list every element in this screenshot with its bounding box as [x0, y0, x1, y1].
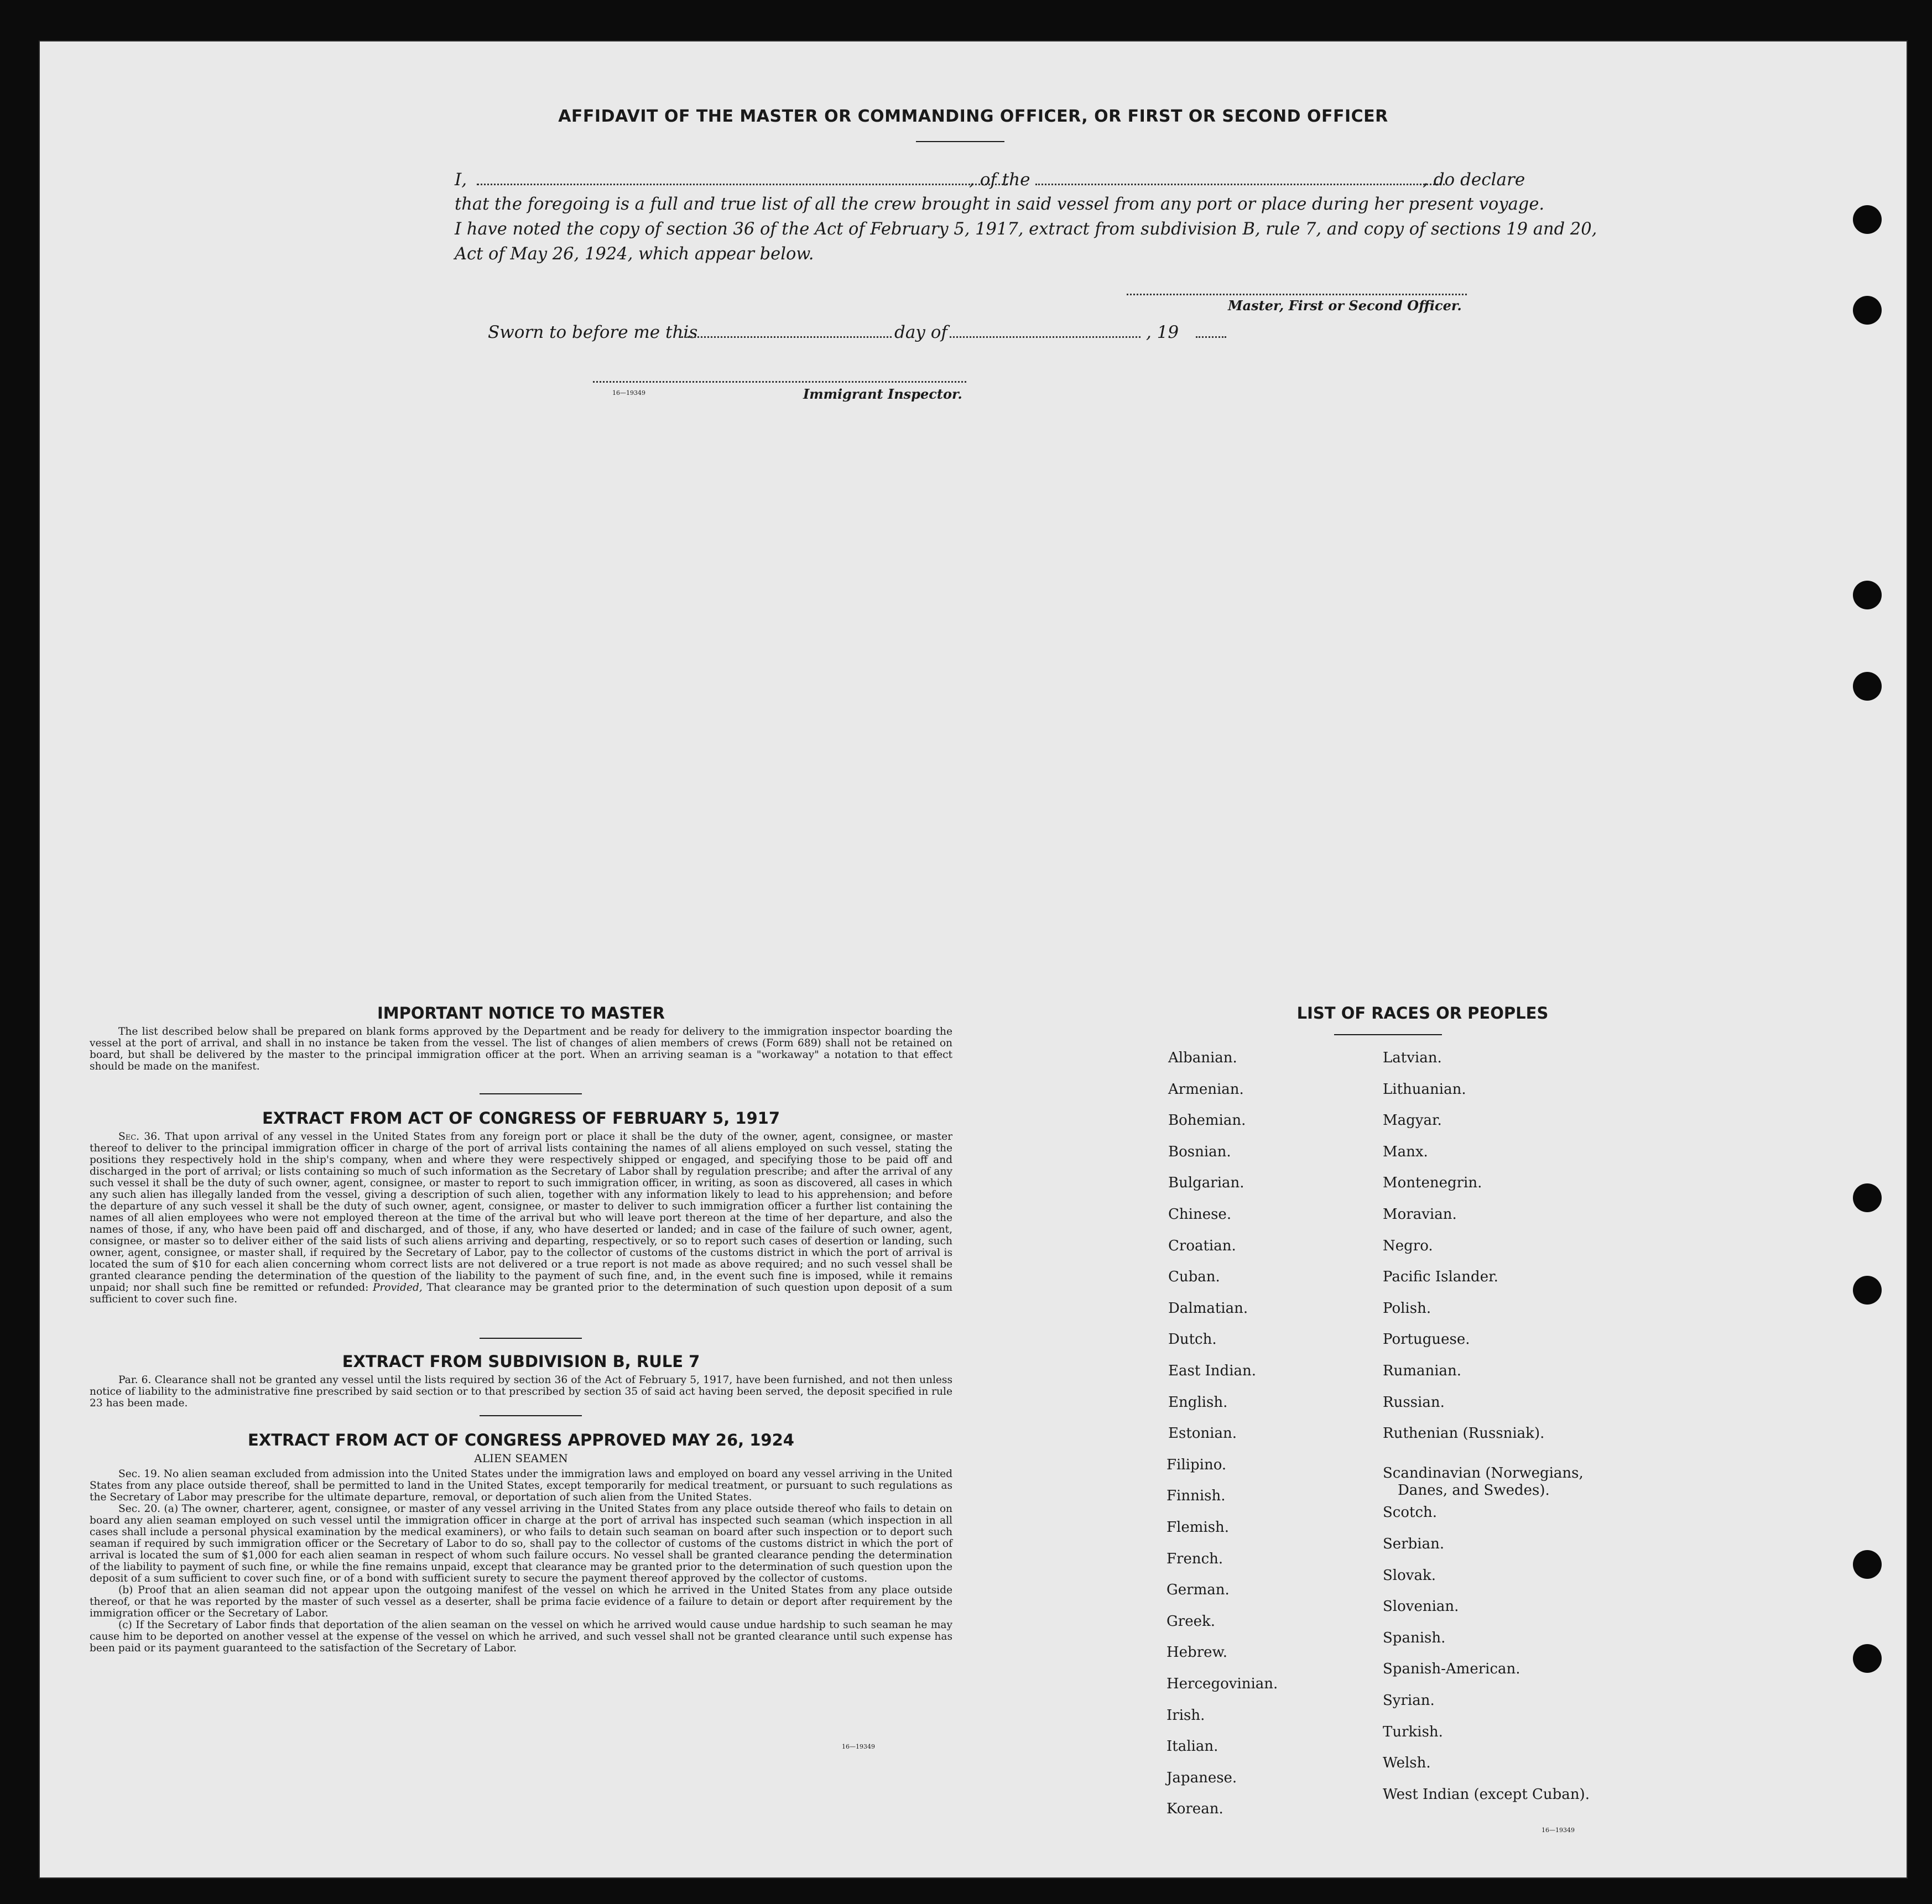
sworn-year-label: , 19	[1146, 322, 1179, 342]
race-item: Scotch.	[1383, 1504, 1438, 1521]
punch-hole	[1853, 581, 1882, 609]
race-item: Portuguese.	[1383, 1331, 1470, 1348]
race-item: Polish.	[1383, 1300, 1431, 1317]
title-divider	[916, 141, 1004, 142]
punch-hole	[1853, 205, 1882, 234]
notice-text: The list described below shall be prepared on blank forms approved by the Department and be ready for delivery to the immigration inspector boarding the vessel at the port of arrival, and shall in no instance be taken from the vessel. The list of changes of alien members of crews (Form 689) shall not be retained on board, but shall be delivered by the master to the principal immigration officer at the port. When an arriving seaman is a "workaway" a notation to that effect should be made on the manifest.	[90, 1026, 952, 1072]
race-item: Scandinavian (Norwegians,	[1383, 1464, 1584, 1482]
punch-hole	[1853, 296, 1882, 325]
alien-seamen-subtitle: ALIEN SEAMEN	[474, 1452, 568, 1465]
sec-20c-text: (c) If the Secretary of Labor finds that deportation of the alien seaman on the vessel on which he arrived would cause undue hardship to such seaman he may cause him to be deported on another vessel at the expense of the vessel on which he arrived, and such vessel shall not be granted clearance until such expense has been paid or its payment guaranteed to the satisfaction of the Secretary of Labor.	[90, 1619, 952, 1654]
race-item: Armenian.	[1168, 1081, 1244, 1098]
affidavit-vessel-label: , of the	[969, 170, 1030, 190]
race-item: Magyar.	[1383, 1112, 1442, 1129]
race-item: Albanian.	[1168, 1050, 1237, 1066]
race-item: Rumanian.	[1383, 1363, 1462, 1379]
sworn-month-field[interactable]	[950, 336, 1141, 338]
race-item: Spanish.	[1383, 1629, 1446, 1646]
affidavit-text-line: Act of May 26, 1924, which appear below.	[455, 244, 814, 264]
punch-hole	[1853, 1183, 1882, 1212]
extract-rule7-title: EXTRACT FROM SUBDIVISION B, RULE 7	[342, 1352, 700, 1371]
affidavit-text-line: that the foregoing is a full and true list of all the crew brought in said vessel from any port or place during her present voyage.	[455, 195, 1545, 214]
race-item: Negro.	[1383, 1237, 1433, 1254]
master-signature-caption: Master, First or Second Officer.	[1228, 298, 1462, 314]
sworn-label: Sworn to before me this	[488, 322, 698, 342]
sec-19-text: Sec. 19. No alien seaman excluded from admission into the United States under the immigration laws and employed on board any vessel arriving in the United States from any place outside thereof, shall be permitted to land in the United States, except temporarily for medical treatment, or pursuant to such regulations as the Secretary of Labor may prescribe for the ultimate departure, removal, or deportation of such alien from the United States.	[90, 1468, 952, 1503]
race-item: Bohemian.	[1168, 1112, 1246, 1129]
race-item: Syrian.	[1383, 1692, 1435, 1709]
race-item: Slovak.	[1383, 1567, 1436, 1584]
races-divider	[1334, 1034, 1442, 1035]
notice-title: IMPORTANT NOTICE TO MASTER	[377, 1004, 665, 1023]
affidavit-text-line: I have noted the copy of section 36 of the Act of February 5, 1917, extract from subdivision B, rule 7, and copy of sections 19 and 20,	[455, 220, 1597, 239]
punch-hole	[1853, 1276, 1882, 1305]
race-item: Bulgarian.	[1168, 1175, 1244, 1192]
sec-20a-text: Sec. 20. (a) The owner, charterer, agent, consignee, or master of any vessel arriving in the United States from any place outside thereof who fails to detain on board any alien seaman employed on such vessel until the immigration officer in charge at the port of arrival has inspected such seaman (which inspection in all cases shall include a personal physical examination by the medical examiners), or who fails to detain such seaman on board after such inspection or to deport such seaman if required by such immigration officer or the Secretary of Labor to do so, shall pay to the collector of customs of the customs district in which the port of arrival is located the sum of $1,000 for each alien seaman in respect of whom such failure occurs. No vessel shall be granted clearance pending the determination of the liability to payment of such fine, or while the fine remains unpaid, except that clearance may be granted prior to the determination of such question upon the deposit of a sum sufficient to cover such fine, or of a bond with sufficient surety to secure the payment thereof approved by the collector of customs.	[90, 1503, 952, 1584]
sworn-year-field[interactable]	[1196, 336, 1226, 338]
document-page	[40, 41, 1907, 1877]
form-number: 16—19349	[842, 1743, 875, 1750]
sec-36-end: That clearance may be granted prior to the determination of such question upon deposit of a sum sufficient to cover such fine.	[90, 1282, 952, 1305]
race-item: Hebrew.	[1167, 1644, 1227, 1661]
sworn-month-label: day of	[894, 322, 947, 342]
extract-1917-text	[90, 1131, 952, 1305]
affidavit-declarant-label: I,	[455, 170, 467, 190]
race-item: German.	[1167, 1582, 1230, 1599]
races-title: LIST OF RACES OR PEOPLES	[1296, 1004, 1549, 1023]
race-item: East Indian.	[1168, 1363, 1257, 1379]
race-item: Flemish.	[1167, 1519, 1230, 1536]
race-item: Serbian.	[1383, 1536, 1445, 1552]
race-item: Finnish.	[1167, 1488, 1226, 1505]
sworn-day-field[interactable]	[681, 336, 892, 338]
extract-1917-title: EXTRACT FROM ACT OF CONGRESS OF FEBRUARY 5, 1917	[262, 1109, 780, 1128]
provided-word: Provided,	[373, 1282, 423, 1293]
race-item: Filipino.	[1167, 1456, 1227, 1473]
race-item: Spanish-American.	[1383, 1661, 1520, 1678]
sec-20b-text: (b) Proof that an alien seaman did not appear upon the outgoing manifest of the vessel on which he arrived in the United States from any place outside thereof, or that he was reported by the master of such vessel as a deserter, shall be prima facie evidence of a failure to detain or deport after requirement by the immigration officer or the Secretary of Labor.	[90, 1584, 952, 1619]
race-item: Manx.	[1383, 1143, 1428, 1160]
declarant-name-field[interactable]	[477, 184, 1008, 185]
affidavit-title: AFFIDAVIT OF THE MASTER OR COMMANDING OFFICER, OR FIRST OR SECOND OFFICER	[558, 107, 1388, 126]
race-item: Japanese.	[1167, 1769, 1237, 1786]
race-item: Estonian.	[1168, 1425, 1237, 1442]
race-item: Cuban.	[1168, 1269, 1220, 1286]
master-signature-field[interactable]	[1127, 294, 1467, 295]
race-item: English.	[1168, 1394, 1228, 1411]
race-item: Croatian.	[1168, 1237, 1236, 1254]
form-number: 16—19349	[612, 389, 645, 397]
sec-36-body: That upon arrival of any vessel in the United States from any foreign port or place it shall be the duty of the owner, agent, consignee, or master thereof to deliver to the principal immigration officer in charge of the port of arrival lists containing the names of all aliens employed on such vessel, stating the positions they respectively hold in the ship's company, when and where they were respectively shipped or engaged, and specifying those to be paid off and discharged in the port of arrival; or lists containing so much of such information as the Secretary of Labor shall by regulation prescribe; and after the arrival of any such vessel it shall be the duty of such owner, agent, consignee, or master to report to such immigration officer, in writing, as soon as discovered, all cases in which any such alien has illegally landed from the vessel, giving a description of such alien, together with any information likely to lead to his apprehension; and before the departure of any such vessel it shall be the duty of such owner, agent, consignee, or master to deliver to such immigration officer a further list containing the names of all alien employees who were not employed thereon at the time of the arrival but who will leave port thereon at the time of her departure, and also the names of those, if any, who have been paid off and discharged, and of those, if any, who have deserted or landed; and in case of the failure of such owner, agent, consignee, or master so to deliver either of the said lists of such aliens arriving and departing, respectively, or so to report such cases of desertion or landing, such owner, agent, consignee, or master shall, if required by the Secretary of Labor, pay to the collector of customs of the customs district in which the port of arrival is located the sum of $10 for each alien concerning whom correct lists are not delivered or a true report is not made as above required; and no such vessel shall be granted clearance pending the determination of the question of the liability to the payment of such fine, and, in the event such fine is imposed, while it remains unpaid; nor shall such fine be remitted or refunded:	[90, 1131, 952, 1293]
race-item: Chinese.	[1168, 1206, 1232, 1223]
extract-1924-text	[90, 1468, 952, 1654]
inspector-signature-field[interactable]	[593, 381, 966, 383]
race-item: Greek.	[1167, 1613, 1215, 1630]
race-item: Danes, and Swedes).	[1398, 1482, 1550, 1499]
race-item: Korean.	[1167, 1801, 1223, 1818]
inspector-signature-caption: Immigrant Inspector.	[803, 386, 962, 402]
affidavit-declare-label: , do declare	[1423, 170, 1525, 190]
race-item: Montenegrin.	[1383, 1175, 1482, 1192]
vessel-name-field[interactable]	[1035, 184, 1445, 185]
punch-hole	[1853, 1644, 1882, 1673]
extract-rule7-text: Par. 6. Clearance shall not be granted any vessel until the lists required by section 36 of the Act of February 5, 1917, have been furnished, and not then unless notice of liability to the administrative fine prescribed by said section or to that prescribed by section 35 of said act having been served, the deposit specified in rule 23 has been made.	[90, 1374, 952, 1409]
section-divider	[480, 1093, 582, 1094]
race-item: Dalmatian.	[1168, 1300, 1248, 1317]
section-divider	[480, 1415, 582, 1416]
form-number: 16—19349	[1542, 1827, 1575, 1834]
race-item: Bosnian.	[1168, 1143, 1231, 1160]
race-item: Slovenian.	[1383, 1598, 1459, 1615]
race-item: Lithuanian.	[1383, 1081, 1466, 1098]
race-item: Welsh.	[1383, 1755, 1431, 1772]
extract-1924-title: EXTRACT FROM ACT OF CONGRESS APPROVED MAY 26, 1924	[248, 1431, 794, 1449]
race-item: Irish.	[1167, 1707, 1205, 1724]
race-item: French.	[1167, 1550, 1223, 1567]
race-item: Turkish.	[1383, 1723, 1443, 1740]
race-item: Pacific Islander.	[1383, 1269, 1498, 1286]
race-item: Italian.	[1167, 1738, 1218, 1755]
race-item: West Indian (except Cuban).	[1383, 1786, 1590, 1803]
punch-hole	[1853, 1550, 1882, 1579]
race-item: Ruthenian (Russniak).	[1383, 1425, 1545, 1442]
race-item: Moravian.	[1383, 1206, 1457, 1223]
sec-36-label: Sec. 36.	[118, 1131, 160, 1143]
section-divider	[480, 1338, 582, 1339]
race-item: Russian.	[1383, 1394, 1445, 1411]
punch-hole	[1853, 672, 1882, 701]
race-item: Hercegovinian.	[1167, 1676, 1278, 1692]
race-item: Dutch.	[1168, 1331, 1217, 1348]
race-item: Latvian.	[1383, 1050, 1442, 1066]
